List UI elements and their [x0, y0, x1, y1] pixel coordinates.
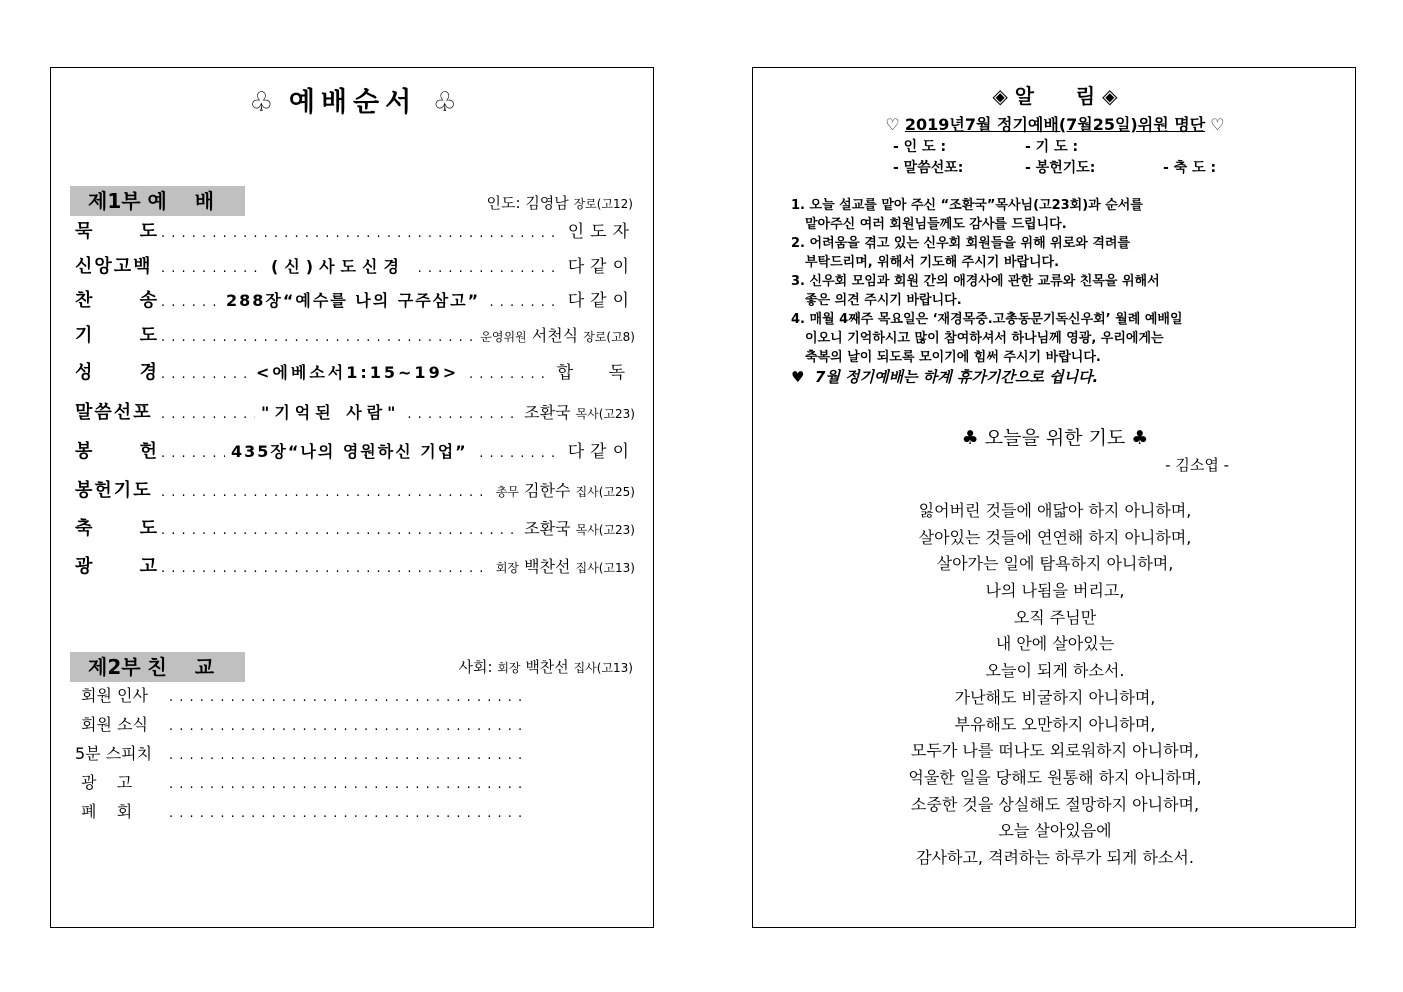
poem-line: 감사하고, 격려하는 하루가 되게 하소서. [916, 847, 1194, 867]
notice-list [791, 196, 1331, 387]
prayer-author: - 김소엽 - [1165, 456, 1229, 474]
poem-line: 오늘 살아있음에 [998, 821, 1112, 841]
notice-emphasis: ♥ 7월 정기예배는 하계 휴가기간으로 쉽니다. [791, 368, 1099, 386]
worship-order-title: ♧ 예배순서 ♧ [249, 87, 457, 118]
roster-heading: ♡ 2019년7월 정기예배(7월25일)위원 명단 ♡ [885, 115, 1225, 134]
order-item-offering: 봉 헌 . . . 435장“나의 영원하신 기업” 다같이 [75, 439, 635, 465]
fellowship-item: 5분 스피치 . . . [75, 742, 521, 766]
poem-line: 살아있는 것들에 연연해 하지 아니하며, [918, 527, 1192, 547]
part2-heading: 제2부 친 교 [70, 652, 245, 682]
fellowship-item: 회원 인사 . . . [81, 684, 521, 708]
poem-line: 가난해도 비굴하지 아니하며, [954, 687, 1156, 707]
order-item-benediction: 축 도 . . . 조환국 목사(고23) [75, 516, 635, 542]
poem-line: 내 안에 살아있는 [995, 634, 1115, 654]
heart-outline-icon: ♡ [885, 115, 900, 134]
order-item-announcements: 광 고 . . . 회장 백찬선 집사(고13) [75, 554, 635, 580]
notice-item: 1. 오늘 설교를 맡아 주신 “조환국”목사님(고23회)과 순서를 맡아주신 여러 회원님들께도 감사를 드립니다. [791, 198, 1143, 232]
poem-line: 나의 나됨을 버리고, [985, 581, 1125, 601]
fellowship-item: 광 고 . . . [81, 771, 521, 795]
order-item-offering-prayer: 봉헌기도 . . . 총무 김한수 집사(고25) [75, 478, 635, 504]
poem-line: 모두가 나를 떠나도 외로워하지 아니하며, [910, 741, 1200, 761]
notice-item: 3. 신우회 모임과 회원 간의 애경사에 관한 교류와 친목을 위해서 좋은 의견 주시기 바랍니다. [791, 274, 1160, 308]
order-item-scripture: 성 경 . . . <에베소서1:15~19> 합 독 [75, 360, 635, 386]
order-item-confession: 신앙고백 . . . (신)사도신경 다같이 [75, 254, 635, 280]
notice-item: 4. 매월 4째주 목요일은 ‘재경목중.고총동문기독신우회’ 월례 예배일 이오니 기억하시고 많이 참여하셔서 하나님께 영광, 우리에게는 축복의 날이 되도록 모이기에 힘써 주시기 바랍니다. [791, 312, 1183, 365]
fellowship-item: 폐 회 . . . [81, 800, 521, 824]
club-outline-icon: ♧ [249, 87, 274, 118]
poem-line: 오직 주님만 [1013, 607, 1097, 627]
part1-heading: 제1부 예 배 [70, 186, 245, 216]
fellowship-item: 회원 소식 . . . [81, 713, 521, 737]
notice-panel [752, 67, 1356, 928]
order-item-hymn: 찬 송 . . . 288장“예수를 나의 구주삼고” 다같이 [75, 288, 635, 314]
poem-line: 잃어버린 것들에 애닯아 하지 아니하며, [918, 501, 1192, 520]
order-item-prayer: 기 도 . . . 운영위원 서천식 장로(고8) [75, 323, 635, 349]
roster-prayer: - 기 도 : [1025, 139, 1079, 155]
prayer-poem [753, 498, 1357, 872]
prayer-title: ♣ 오늘을 위한 기도 ♣ [961, 427, 1149, 449]
part1-leader: 인도: 김영남 장로(고12) [486, 194, 633, 212]
roster-lead: - 인 도 : [893, 139, 947, 155]
poem-line: 소중한 것을 상실해도 절망하지 아니하며, [910, 794, 1200, 814]
roster-offering-prayer: - 봉헌기도: [1025, 160, 1096, 176]
poem-line: 부유해도 오만하지 아니하며, [954, 714, 1156, 734]
order-item-silent-prayer: 묵 도 . . . 인도자 [75, 219, 635, 245]
part2-host: 사회: 회장 백찬선 집사(고13) [458, 658, 633, 676]
poem-line: 오늘이 되게 하소서. [985, 661, 1125, 681]
notice-item: 2. 어려움을 겪고 있는 신우회 회원들을 위해 위로와 격려를 부탁드리며, 위해서 기도해 주시기 바랍니다. [791, 236, 1131, 270]
club-outline-icon: ♧ [432, 87, 457, 118]
worship-order-panel [50, 67, 654, 928]
roster-benediction: - 축 도 : [1163, 160, 1217, 176]
roster-sermon: - 말씀선포: [893, 160, 964, 176]
order-item-sermon: 말씀선포 . . . "기억된 사람" 조환국 목사(고23) [75, 400, 635, 426]
notice-title: ◈ 알 림 ◈ [992, 84, 1118, 108]
heart-outline-icon: ♡ [1210, 115, 1225, 134]
poem-line: 억울한 일을 당해도 원통해 하지 아니하며, [908, 767, 1202, 787]
poem-line: 살아가는 일에 탐욕하지 아니하며, [936, 554, 1174, 574]
